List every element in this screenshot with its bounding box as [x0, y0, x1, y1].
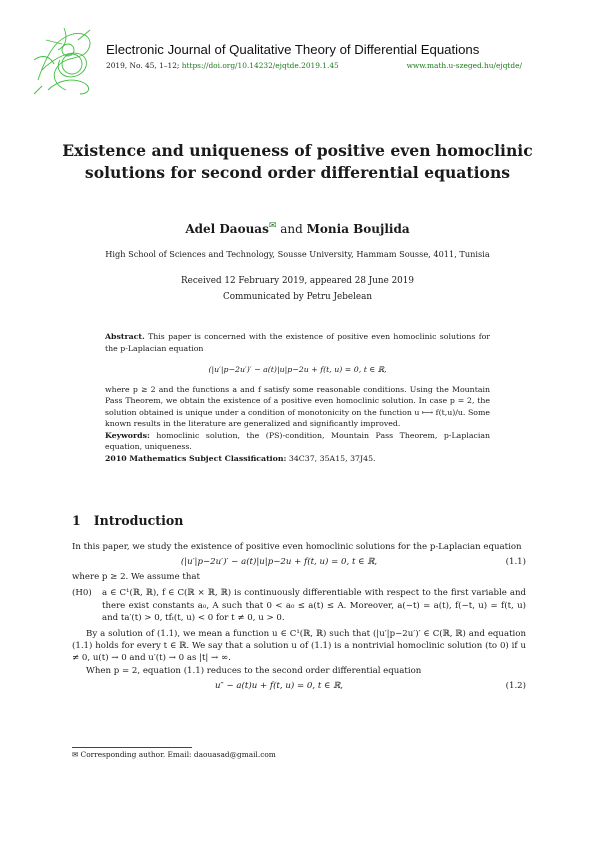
section-number: 1 — [72, 513, 81, 528]
hypothesis-h0 — [72, 587, 526, 624]
msc-codes: 34C37, 35A15, 37J45. — [288, 453, 376, 463]
communicated-by: Communicated by Petru Jebelean — [222, 292, 373, 302]
body-text — [72, 541, 526, 695]
journal-meta — [106, 61, 522, 70]
msc-label: 2010 Mathematics Subject Classification: — [105, 453, 287, 463]
website-link[interactable]: www.math.u-szeged.hu/ejqtde/ — [406, 61, 522, 70]
journal-logo — [28, 20, 100, 98]
doi-link[interactable]: https://doi.org/10.14232/ejqtde.2019.1.45 — [181, 61, 339, 70]
received-date: Received 12 February 2019, appeared 28 June 2019 — [181, 276, 414, 286]
abstract-equation: (|u′|p−2u′)′ − a(t)|u|p−2u + f(t, u) = 0, t ∈ ℝ, — [208, 365, 387, 374]
citation: 2019, No. 45, 1–12; — [106, 61, 180, 70]
section-heading — [72, 513, 183, 528]
journal-name: Electronic Journal of Qualitative Theory of Differential Equations — [106, 42, 480, 57]
paragraph-4: When p = 2, equation (1.1) reduces to the second order differential equation — [86, 665, 422, 676]
hypothesis-label: (H0) — [72, 588, 92, 599]
equation-1-1 — [72, 553, 526, 571]
paragraph-1: In this paper, we study the existence of positive even homoclinic solutions for the p-Laplacian equation — [72, 542, 522, 552]
abstract-text-2: where p ≥ 2 and the functions a and f satisfy some reasonable conditions. Using the Mountain Pass Theorem, we obtain the existence of a positive even homoclinic solution. In case p = 2, the solution obtained is unique under a condition of monotonicity on the function u ⟼ f(t,u)/u. Some known results in the literature are generalized and significantly improved. — [105, 384, 490, 428]
keywords: homoclinic solution, the (PS)-condition, Mountain Pass Theorem, p-Laplacian equation, uniqueness. — [105, 430, 490, 451]
abstract — [105, 331, 490, 464]
footnote: ✉ Corresponding author. Email: daouasad@gmail.com — [72, 750, 276, 759]
keywords-label: Keywords: — [105, 430, 150, 440]
abstract-text-1: This paper is concerned with the existence of positive even homoclinic solutions for the p-Laplacian equation — [105, 332, 490, 353]
paper-title — [60, 140, 535, 184]
equation-1-2 — [72, 677, 526, 695]
equation-1-1-number: (1.1) — [505, 557, 526, 568]
author-1: Adel Daouas — [185, 222, 269, 236]
equation-1-2-number: (1.2) — [505, 680, 526, 691]
footnote-rule — [72, 747, 192, 748]
paragraph-2: where p ≥ 2. We assume that — [72, 572, 200, 583]
equation-1-2-content: u″ − a(t)u + f(t, u) = 0, t ∈ ℝ, — [215, 680, 343, 691]
envelope-icon[interactable]: ✉ — [268, 221, 277, 231]
title-line-2: solutions for second order differential equations — [84, 163, 511, 182]
hypothesis-text: a ∈ C¹(ℝ, ℝ), f ∈ C(ℝ × ℝ, ℝ) is continuously differentiable with respect to the first variable and there exist constants a₀, A such that 0 < a₀ ≤ a(t) ≤ A. Moreover, a(−t) = a(t), f(−t, u) = f(t, u) and ta′(t) > 0, tfₜ(t, u) < 0 for t ≠ 0, u > 0. — [102, 588, 526, 623]
authors — [60, 221, 535, 236]
paragraph-3: By a solution of (1.1), we mean a function u ∈ C¹(ℝ, ℝ) such that (|u′|p−2u′)′ ∈ C(ℝ, ℝ) and equation (1.1) holds for every t ∈ ℝ. We say that a solution u of (1.1) is a nontrivial homoclinic solution (to 0) if u ≠ 0, u(t) → 0 and u′(t) → 0 as |t| → ∞. — [72, 629, 526, 664]
author-conjunction: and — [280, 222, 303, 236]
affiliation: High School of Sciences and Technology, Sousse University, Hammam Sousse, 4011, Tunisia — [105, 249, 490, 259]
author-2: Monia Boujlida — [306, 222, 410, 236]
abstract-label: Abstract. — [105, 332, 145, 341]
title-line-1: Existence and uniqueness of positive even homoclinic — [62, 141, 533, 160]
equation-1-1-content: (|u′|p−2u′)′ − a(t)|u|p−2u + f(t, u) = 0, t ∈ ℝ, — [180, 557, 378, 568]
section-title: Introduction — [93, 513, 184, 528]
